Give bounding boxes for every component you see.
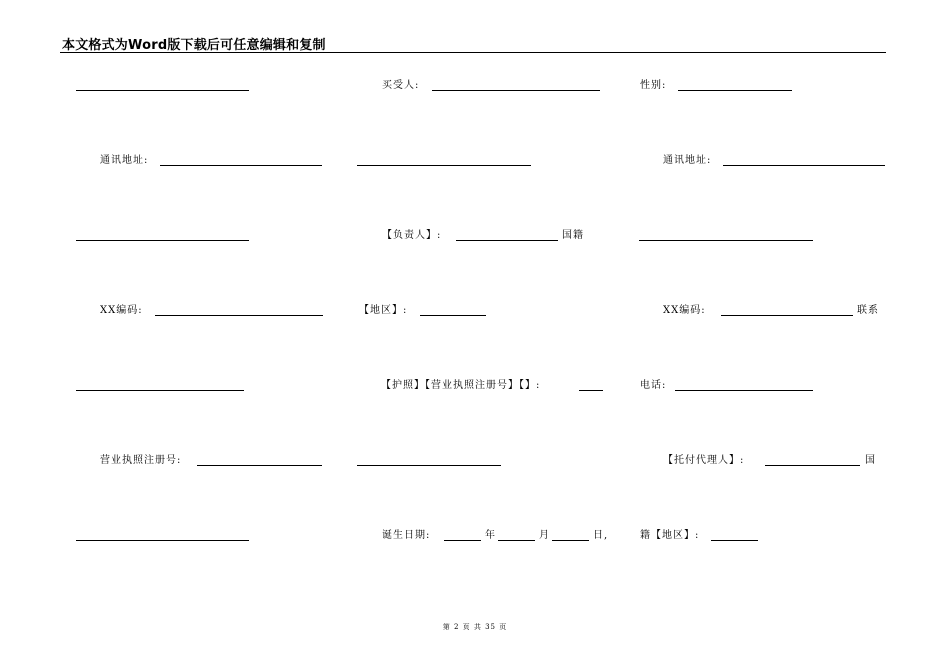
principal-blank: [456, 240, 558, 241]
address-left-blank: [160, 165, 322, 166]
document-header-title: 本文格式为Word版下载后可任意编辑和复制: [62, 38, 326, 53]
region-label: 【地区】:: [359, 305, 408, 316]
month-label: 月: [539, 530, 550, 541]
code-left-blank: [155, 315, 323, 316]
birth-date-label: 诞生日期:: [382, 530, 431, 541]
buyer-label: 买受人:: [382, 80, 420, 91]
passport-license-label: 【护照】【营业执照注册号】【】:: [381, 380, 541, 391]
nation-label: 国: [865, 455, 876, 466]
address-right-blank: [723, 165, 885, 166]
page-number: 第 2 页 共 35 页: [442, 623, 508, 631]
blank-line: [357, 165, 531, 166]
license-blank: [197, 465, 322, 466]
header-divider: [60, 52, 886, 53]
blank-line: [76, 90, 249, 91]
address-left-label: 通讯地址:: [100, 155, 149, 166]
blank-line: [76, 390, 244, 391]
address-right-label: 通讯地址:: [663, 155, 712, 166]
origin-region-label: 籍【地区】:: [640, 530, 700, 541]
blank-line: [76, 240, 249, 241]
gender-label: 性别:: [640, 80, 667, 91]
principal-label: 【负责人】:: [382, 230, 442, 241]
year-label: 年: [485, 530, 496, 541]
license-label: 营业执照注册号:: [100, 455, 182, 466]
passport-blank: [579, 390, 603, 391]
birth-day-blank: [552, 540, 589, 541]
agent-label: 【托付代理人】:: [663, 455, 745, 466]
blank-line: [639, 240, 813, 241]
blank-line: [76, 540, 249, 541]
nationality-label: 国籍: [562, 230, 584, 241]
buyer-blank: [432, 90, 600, 91]
gender-blank: [678, 90, 792, 91]
region-blank: [420, 315, 486, 316]
phone-blank: [675, 390, 813, 391]
day-label: 日,: [593, 530, 609, 541]
blank-line: [357, 465, 501, 466]
agent-blank: [765, 465, 860, 466]
code-right-blank: [721, 315, 853, 316]
origin-region-blank: [711, 540, 758, 541]
birth-year-blank: [444, 540, 481, 541]
contact-label: 联系: [857, 305, 879, 316]
code-left-label: XX编码:: [100, 305, 143, 316]
phone-label: 电话:: [640, 380, 667, 391]
birth-month-blank: [498, 540, 535, 541]
code-right-label: XX编码:: [663, 305, 706, 316]
